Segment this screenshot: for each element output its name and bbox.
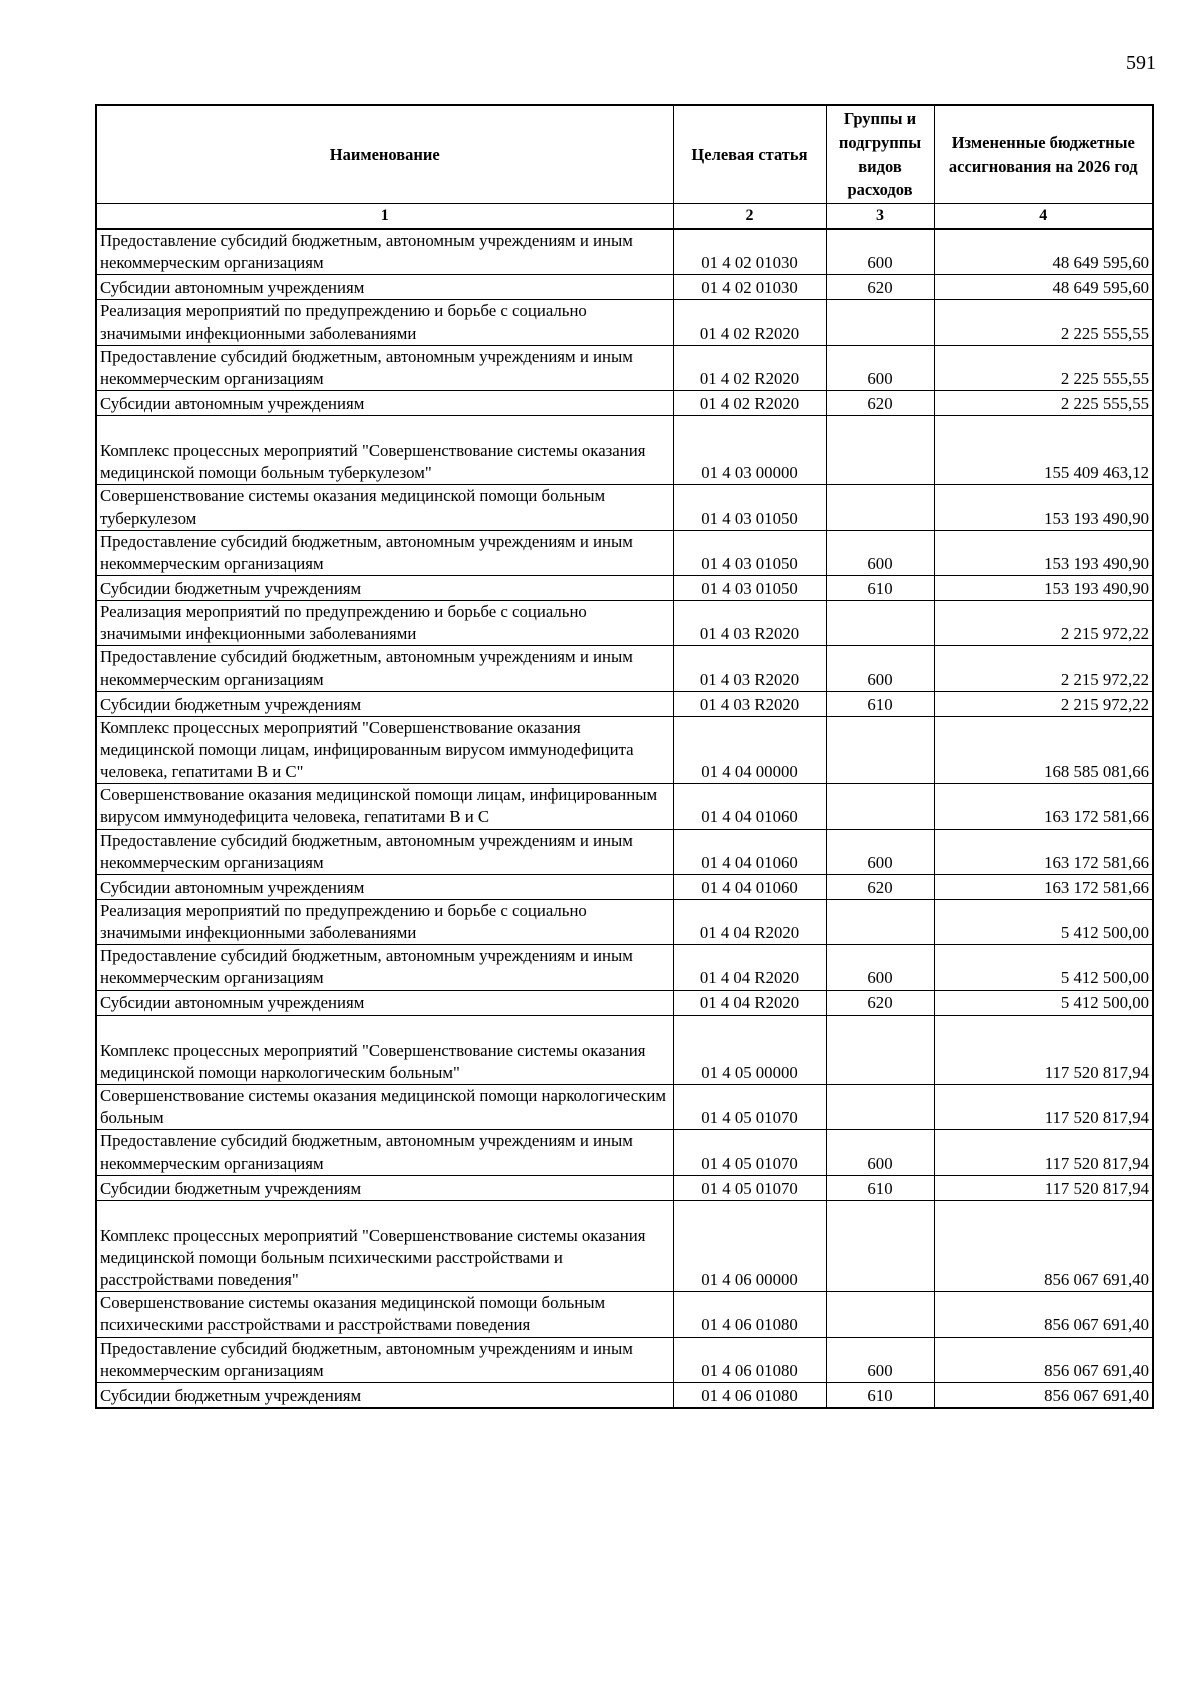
row-amount: 856 067 691,40 <box>934 1382 1153 1408</box>
column-number: 1 <box>96 204 673 230</box>
row-group-code: 600 <box>826 1337 934 1382</box>
row-group-code: 600 <box>826 530 934 575</box>
row-name: Предоставление субсидий бюджетным, автономным учреждениям и иным некоммерческим организациям <box>96 646 673 691</box>
row-name: Совершенствование системы оказания медицинской помощи наркологическим больным <box>96 1084 673 1129</box>
table-row <box>96 1015 1153 1084</box>
column-number: 2 <box>673 204 826 230</box>
row-name: Комплекс процессных мероприятий "Совершенствование оказания медицинской помощи лицам, инфицированным вирусом иммунодефицита человека, гепатитами В и С" <box>96 716 673 784</box>
column-number: 3 <box>826 204 934 230</box>
row-amount: 2 225 555,55 <box>934 300 1153 345</box>
row-name: Реализация мероприятий по предупреждению и борьбе с социально значимыми инфекционными заболеваниями <box>96 601 673 646</box>
row-target-code: 01 4 06 00000 <box>673 1200 826 1292</box>
row-amount: 856 067 691,40 <box>934 1337 1153 1382</box>
row-group-code: 610 <box>826 691 934 716</box>
row-name: Реализация мероприятий по предупреждению и борьбе с социально значимыми инфекционными заболеваниями <box>96 899 673 944</box>
row-name: Субсидии бюджетным учреждениям <box>96 1175 673 1200</box>
row-amount: 48 649 595,60 <box>934 275 1153 300</box>
row-target-code: 01 4 05 01070 <box>673 1084 826 1129</box>
row-name: Предоставление субсидий бюджетным, автономным учреждениям и иным некоммерческим организациям <box>96 829 673 874</box>
table-row <box>96 829 1153 874</box>
row-amount: 5 412 500,00 <box>934 899 1153 944</box>
row-name: Субсидии автономным учреждениям <box>96 874 673 899</box>
row-name: Комплекс процессных мероприятий "Совершенствование системы оказания медицинской помощи больным психическими расстройствами и расстройствами поведения" <box>96 1200 673 1292</box>
row-group-code: 610 <box>826 576 934 601</box>
row-amount: 856 067 691,40 <box>934 1292 1153 1337</box>
row-group-code <box>826 716 934 784</box>
row-group-code: 600 <box>826 646 934 691</box>
row-group-code: 620 <box>826 275 934 300</box>
row-amount: 5 412 500,00 <box>934 945 1153 990</box>
row-amount: 163 172 581,66 <box>934 829 1153 874</box>
row-group-code <box>826 601 934 646</box>
row-group-code <box>826 1292 934 1337</box>
row-target-code: 01 4 04 01060 <box>673 784 826 829</box>
header-target: Целевая статья <box>673 105 826 204</box>
row-target-code: 01 4 04 R2020 <box>673 899 826 944</box>
row-amount: 153 193 490,90 <box>934 485 1153 530</box>
row-target-code: 01 4 03 R2020 <box>673 691 826 716</box>
row-amount: 163 172 581,66 <box>934 874 1153 899</box>
table-row <box>96 601 1153 646</box>
row-name: Совершенствование системы оказания медицинской помощи больным психическими расстройствами и расстройствами поведения <box>96 1292 673 1337</box>
row-group-code: 620 <box>826 874 934 899</box>
row-target-code: 01 4 04 R2020 <box>673 945 826 990</box>
row-group-code <box>826 300 934 345</box>
page-number: 591 <box>1126 52 1156 74</box>
row-target-code: 01 4 05 01070 <box>673 1130 826 1175</box>
row-amount: 2 225 555,55 <box>934 345 1153 390</box>
row-group-code: 620 <box>826 391 934 416</box>
row-group-code: 610 <box>826 1175 934 1200</box>
row-group-code: 600 <box>826 1130 934 1175</box>
row-amount: 117 520 817,94 <box>934 1175 1153 1200</box>
row-target-code: 01 4 03 01050 <box>673 530 826 575</box>
table-header-row <box>96 105 1153 204</box>
table-row <box>96 945 1153 990</box>
table-row <box>96 229 1153 275</box>
row-group-code <box>826 784 934 829</box>
row-target-code: 01 4 02 R2020 <box>673 300 826 345</box>
row-amount: 2 215 972,22 <box>934 601 1153 646</box>
row-target-code: 01 4 03 00000 <box>673 416 826 485</box>
row-name: Субсидии бюджетным учреждениям <box>96 691 673 716</box>
row-group-code: 610 <box>826 1382 934 1408</box>
row-amount: 117 520 817,94 <box>934 1015 1153 1084</box>
row-amount: 153 193 490,90 <box>934 576 1153 601</box>
row-target-code: 01 4 04 01060 <box>673 829 826 874</box>
row-target-code: 01 4 05 00000 <box>673 1015 826 1084</box>
row-amount: 856 067 691,40 <box>934 1200 1153 1292</box>
row-amount: 155 409 463,12 <box>934 416 1153 485</box>
row-target-code: 01 4 05 01070 <box>673 1175 826 1200</box>
table-row <box>96 391 1153 416</box>
header-groups: Группы и подгруппы видов расходов <box>826 105 934 204</box>
table-row <box>96 530 1153 575</box>
row-amount: 153 193 490,90 <box>934 530 1153 575</box>
row-group-code <box>826 485 934 530</box>
row-amount: 2 225 555,55 <box>934 391 1153 416</box>
budget-table <box>95 104 1154 1409</box>
row-group-code <box>826 1200 934 1292</box>
row-target-code: 01 4 03 01050 <box>673 576 826 601</box>
row-amount: 2 215 972,22 <box>934 691 1153 716</box>
header-name: Наименование <box>96 105 673 204</box>
row-amount: 117 520 817,94 <box>934 1130 1153 1175</box>
table-row <box>96 646 1153 691</box>
row-amount: 163 172 581,66 <box>934 784 1153 829</box>
row-name: Комплекс процессных мероприятий "Совершенствование системы оказания медицинской помощи наркологическим больным" <box>96 1015 673 1084</box>
row-name: Совершенствование системы оказания медицинской помощи больным туберкулезом <box>96 485 673 530</box>
table-row <box>96 1382 1153 1408</box>
row-name: Субсидии бюджетным учреждениям <box>96 1382 673 1408</box>
table-row <box>96 1337 1153 1382</box>
table-row <box>96 1175 1153 1200</box>
row-name: Субсидии бюджетным учреждениям <box>96 576 673 601</box>
row-target-code: 01 4 02 01030 <box>673 229 826 275</box>
column-number: 4 <box>934 204 1153 230</box>
row-target-code: 01 4 03 R2020 <box>673 601 826 646</box>
row-target-code: 01 4 04 00000 <box>673 716 826 784</box>
row-target-code: 01 4 04 01060 <box>673 874 826 899</box>
row-name: Предоставление субсидий бюджетным, автономным учреждениям и иным некоммерческим организациям <box>96 530 673 575</box>
table-row <box>96 1130 1153 1175</box>
table-row <box>96 1200 1153 1292</box>
table-row <box>96 874 1153 899</box>
table-row <box>96 899 1153 944</box>
table-row <box>96 784 1153 829</box>
row-target-code: 01 4 02 R2020 <box>673 391 826 416</box>
row-group-code: 620 <box>826 990 934 1015</box>
row-target-code: 01 4 02 01030 <box>673 275 826 300</box>
row-group-code: 600 <box>826 345 934 390</box>
table-body <box>96 229 1153 1408</box>
column-number-row <box>96 204 1153 230</box>
row-group-code <box>826 899 934 944</box>
table-row <box>96 416 1153 485</box>
row-name: Предоставление субсидий бюджетным, автономным учреждениям и иным некоммерческим организациям <box>96 229 673 275</box>
header-amount: Измененные бюджетные ассигнования на 2026 год <box>934 105 1153 204</box>
row-group-code <box>826 1084 934 1129</box>
table-row <box>96 576 1153 601</box>
table-row <box>96 691 1153 716</box>
row-group-code <box>826 1015 934 1084</box>
row-amount: 117 520 817,94 <box>934 1084 1153 1129</box>
row-amount: 168 585 081,66 <box>934 716 1153 784</box>
row-target-code: 01 4 06 01080 <box>673 1337 826 1382</box>
row-name: Совершенствование оказания медицинской помощи лицам, инфицированным вирусом иммунодефицита человека, гепатитами В и С <box>96 784 673 829</box>
row-name: Предоставление субсидий бюджетным, автономным учреждениям и иным некоммерческим организациям <box>96 945 673 990</box>
row-name: Предоставление субсидий бюджетным, автономным учреждениям и иным некоммерческим организациям <box>96 345 673 390</box>
table-row <box>96 345 1153 390</box>
row-name: Комплекс процессных мероприятий "Совершенствование системы оказания медицинской помощи больным туберкулезом" <box>96 416 673 485</box>
row-name: Предоставление субсидий бюджетным, автономным учреждениям и иным некоммерческим организациям <box>96 1130 673 1175</box>
table-row <box>96 275 1153 300</box>
row-target-code: 01 4 06 01080 <box>673 1292 826 1337</box>
row-target-code: 01 4 03 01050 <box>673 485 826 530</box>
table-row <box>96 1292 1153 1337</box>
table-row <box>96 485 1153 530</box>
row-target-code: 01 4 04 R2020 <box>673 990 826 1015</box>
row-name: Реализация мероприятий по предупреждению и борьбе с социально значимыми инфекционными заболеваниями <box>96 300 673 345</box>
row-group-code: 600 <box>826 945 934 990</box>
row-target-code: 01 4 02 R2020 <box>673 345 826 390</box>
row-name: Субсидии автономным учреждениям <box>96 275 673 300</box>
row-target-code: 01 4 03 R2020 <box>673 646 826 691</box>
row-group-code: 600 <box>826 229 934 275</box>
table-row <box>96 990 1153 1015</box>
row-amount: 2 215 972,22 <box>934 646 1153 691</box>
row-name: Предоставление субсидий бюджетным, автономным учреждениям и иным некоммерческим организациям <box>96 1337 673 1382</box>
row-target-code: 01 4 06 01080 <box>673 1382 826 1408</box>
row-name: Субсидии автономным учреждениям <box>96 391 673 416</box>
row-group-code: 600 <box>826 829 934 874</box>
row-group-code <box>826 416 934 485</box>
table-row <box>96 716 1153 784</box>
table-row <box>96 300 1153 345</box>
table-row <box>96 1084 1153 1129</box>
row-amount: 48 649 595,60 <box>934 229 1153 275</box>
row-name: Субсидии автономным учреждениям <box>96 990 673 1015</box>
row-amount: 5 412 500,00 <box>934 990 1153 1015</box>
